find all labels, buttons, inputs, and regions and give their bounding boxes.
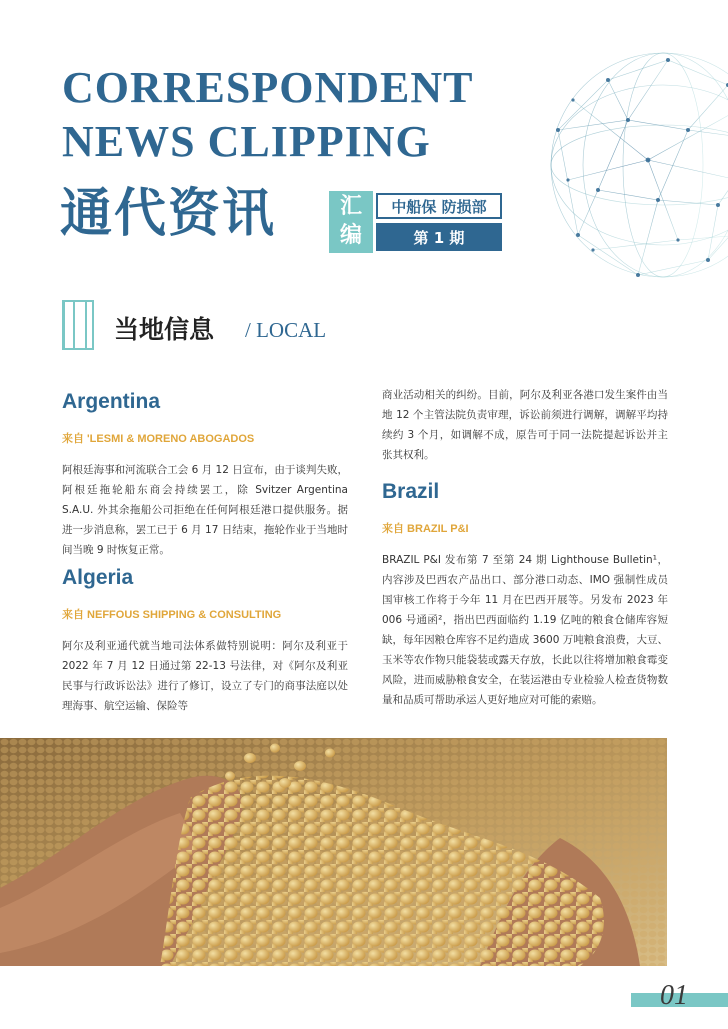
section-subtitle: / LOCAL (245, 318, 327, 342)
country-heading: Brazil (382, 480, 440, 503)
section-title: 当地信息 (114, 315, 215, 344)
source-line: 来自 NEFFOUS SHIPPING & CONSULTING (62, 609, 282, 621)
title-cn: 通代资讯 (60, 184, 277, 244)
badge-hui-char2: 编 (339, 223, 362, 248)
country-heading: Argentina (62, 390, 161, 413)
article-body-continued: 商业活动相关的纠纷。目前，阿尔及利亚各港口发生案件由当地 12 个主管法院负责审理，诉讼前须进行调解，调解平均持续约 3 个月，如调解不成，原告可于同一法院提起诉讼并主张其权利。 (382, 389, 668, 461)
article-body: BRAZIL P&I 发布第 7 至第 24 期 Lighthouse Bulletin¹，内容涉及巴西农产品出口、部分港口动态、IMO 强制性成员国审核工作将于今年 11 月在巴西开展等。另发布 2023 年 006 号通函²，指出巴西面临约 1.19 亿吨的粮食仓储库容短缺，每年因粮仓库容不足约造成 3600 万吨粮食浪费，大豆、玉米等农作物只能袋装或露天存放，长此以往将增加粮食霉变风险，进而威胁粮食安全，在装运港由专业检验人检查货物数量和品质可帮助承运人更好地应对可能的索赔。 (382, 554, 668, 706)
section-number-graphic (62, 300, 94, 350)
soybeans-in-hands-photo (0, 738, 667, 966)
article-brazil (382, 480, 668, 710)
article-body: 阿根廷海事和河流联合工会 6 月 12 日宣布，由于谈判失败，阿根廷拖轮船东商会持续罢工，除 Svitzer Argentina S.A.U. 外其余拖船公司拒绝在任何阿根廷港口提供服务。据进一步消息称，罢工已于 6 月 17 日结束，拖轮作业于当地时间当晚 9 时恢复正常。 (62, 464, 348, 556)
country-heading: Algeria (62, 566, 134, 589)
article-body: 阿尔及利亚通代就当地司法体系做特别说明：阿尔及利亚于 2022 年 7 月 12 日通过第 22-13 号法律，对《阿尔及利亚民事与行政诉讼法》进行了修订，设立了专门的商事法庭以处理海事、航空运输、保险等 (62, 640, 348, 712)
page-number: 01 (660, 980, 688, 1011)
department-label: 中船保 防损部 (376, 193, 502, 219)
issue-label: 第 1 期 (376, 223, 502, 251)
article-algeria-continued (382, 385, 668, 465)
article-argentina (62, 390, 348, 560)
article-algeria (62, 566, 348, 716)
source-line: 来自 BRAZIL P&I (382, 523, 469, 535)
compilation-badge (329, 191, 373, 253)
badge-hui-char1: 汇 (339, 194, 362, 220)
title-en-line1: CORRESPONDENT (62, 63, 474, 112)
title-en-line2: NEWS CLIPPING (62, 117, 431, 166)
source-line: 来自 'LESMI & MORENO ABOGADOS (62, 433, 255, 445)
network-globe-graphic (538, 40, 728, 290)
